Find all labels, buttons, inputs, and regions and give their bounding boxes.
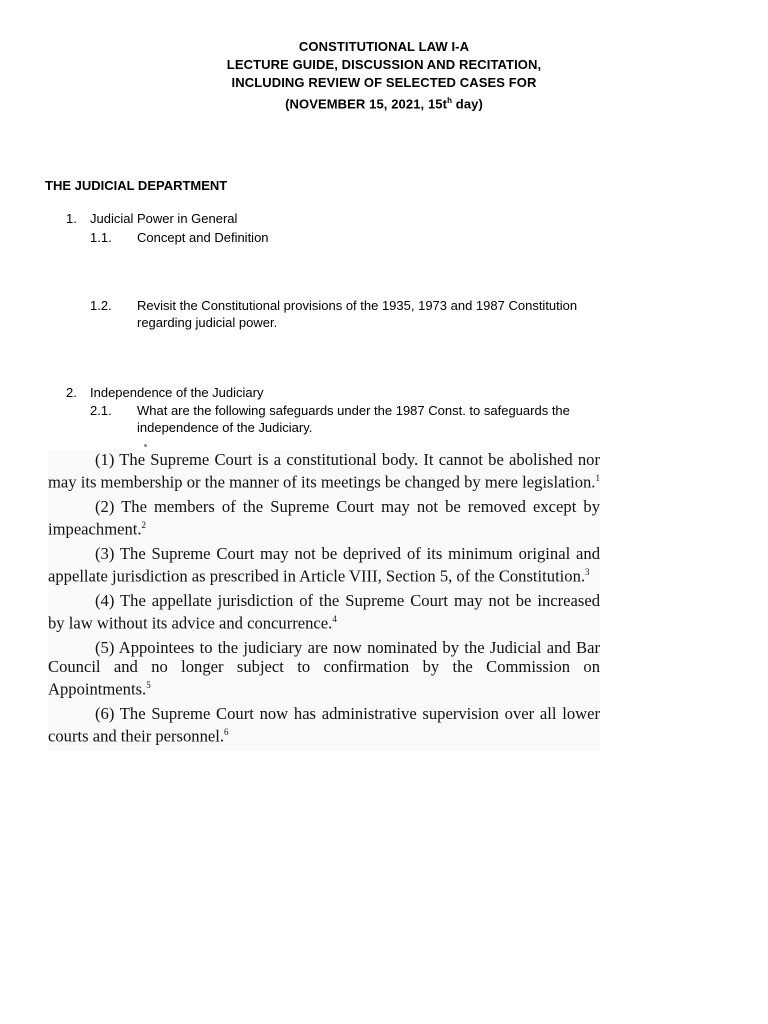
outline-item-2-1: 2.1. What are the following safeguards under the 1987 Const. to safeguards the independence of the Judiciary.	[90, 403, 570, 435]
safeguard-6: (6) The Supreme Court now has administrative supervision over all lower courts and their personnel.$^6$	[48, 703, 600, 746]
outline-item-1-2: 1.2. Revisit the Constitutional provisions of the 1935, 1973 and 1987 Constitution regarding judicial power.	[90, 298, 578, 330]
outline-item-1-1: 1.1. Concept and Definition	[90, 230, 269, 245]
session-date: (NOVEMBER 15, 2021, $15t^h$ day)	[285, 96, 483, 112]
safeguard-1: (1) The Supreme Court is a constitutional body. It cannot be abolished nor may its membership or the manner of its meetings be changed by mere legislation.$^1$	[48, 450, 600, 492]
safeguard-3: (3) The Supreme Court may not be deprived of its minimum original and appellate jurisdiction as prescribed in Article VIII, Section 5, of the Constitution.$^3$	[48, 543, 600, 586]
guide-subtitle: INCLUDING REVIEW OF SELECTED CASES FOR	[231, 75, 537, 90]
scanned-safeguards-excerpt	[48, 450, 600, 751]
safeguard-5: (5) Appointees to the judiciary are now nominated by the Judicial and Bar Council and no longer subject to confirmation by the Commission on Appointments.$^5$	[48, 637, 600, 699]
outline-item-1: 1. Judicial Power in General	[66, 211, 238, 226]
document-header	[0, 38, 768, 113]
scan-speck	[144, 444, 147, 447]
course-title: CONSTITUTIONAL LAW I-A	[298, 39, 470, 54]
safeguard-2: (2) The members of the Supreme Court may not be removed except by impeachment.$^2$	[48, 496, 600, 539]
safeguard-4: (4) The appellate jurisdiction of the Supreme Court may not be increased by law without its advice and concurrence.$^4$	[48, 590, 600, 633]
outline-item-2: 2. Independence of the Judiciary	[66, 385, 264, 400]
section-title: THE JUDICIAL DEPARTMENT	[45, 178, 228, 193]
guide-title: LECTURE GUIDE, DISCUSSION AND RECITATION,	[226, 57, 542, 72]
